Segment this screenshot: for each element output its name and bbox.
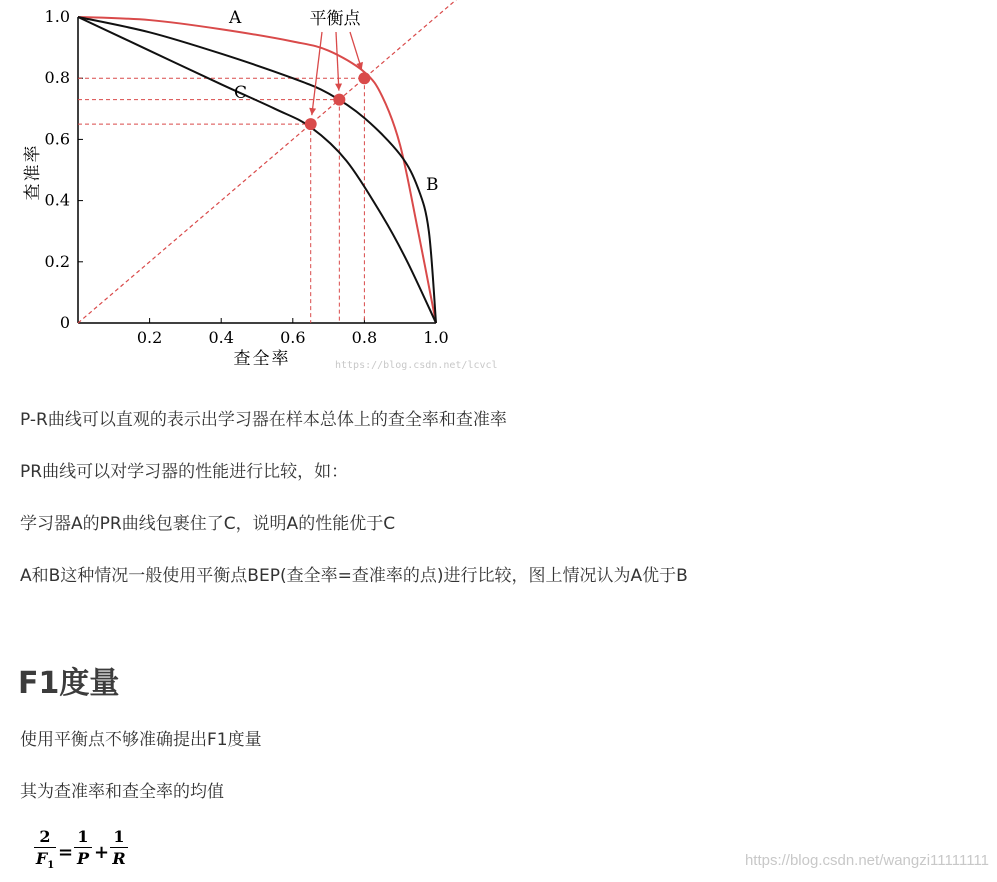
lhs-denominator: $F_1$ (35, 849, 55, 872)
term1-numerator: 1 (77, 827, 89, 846)
chart-source-watermark: https://blog.csdn.net/lcvcl (335, 360, 498, 371)
y-tick-label: 1.0 (44, 7, 70, 26)
series-label-a: A (229, 8, 242, 28)
term1-denominator: P (76, 849, 90, 868)
paragraph-2: PR曲线可以对学习器的性能进行比较，如： (20, 462, 349, 482)
paragraph-4: A和B这种情况一般使用平衡点BEP(查全率=查准率的点)进行比较，图上情况认为A优于B (20, 566, 688, 586)
x-tick-label: 0.8 (351, 328, 378, 347)
term2-numerator: 1 (113, 827, 125, 846)
break-even-point (333, 94, 345, 106)
y-tick-label: 0 (59, 313, 70, 332)
section-heading-f1: F1度量 (18, 666, 120, 701)
term2-denominator: R (112, 849, 126, 868)
break-even-point (305, 118, 317, 130)
x-axis-label: 查全率 (233, 349, 291, 369)
fraction-1-over-p (74, 828, 92, 869)
csdn-watermark: https://blog.csdn.net/wangzi11111111 (744, 852, 989, 869)
y-tick-label: 0.4 (44, 190, 70, 210)
annotation-arrow (336, 32, 339, 91)
fraction-lhs (34, 828, 56, 876)
paragraph-5: 使用平衡点不够准确提出F1度量 (20, 730, 262, 750)
annotation-arrowhead (335, 83, 342, 90)
x-tick-label: 1.0 (423, 328, 449, 347)
annotation-label: 平衡点 (309, 9, 361, 29)
paragraph-3: 学习器A的PR曲线包裹住了C，说明A的性能优于C (20, 514, 396, 534)
equals-sign: = (58, 842, 74, 863)
fraction-1-over-r (110, 828, 128, 869)
annotation-arrowhead (309, 108, 316, 115)
series-label-c: C (234, 83, 248, 103)
break-even-point (358, 72, 370, 84)
y-tick-label: 0.6 (44, 129, 70, 149)
y-tick-label: 0.2 (44, 251, 70, 271)
pr-curve-chart (0, 0, 498, 380)
x-tick-label: 0.2 (136, 328, 163, 347)
plus-sign: + (94, 842, 110, 863)
paragraph-6: 其为查准率和查全率的均值 (20, 782, 224, 802)
y-tick-label: 0.8 (44, 68, 70, 88)
y-axis-label: 查准率 (23, 143, 43, 201)
series-label-b: B (426, 175, 439, 195)
f1-formula (34, 828, 174, 880)
annotation-arrow (312, 32, 322, 115)
pr-curve-figure (0, 0, 498, 380)
x-tick-label: 0.4 (208, 328, 234, 347)
paragraph-1: P-R曲线可以直观的表示出学习器在样本总体上的查全率和查准率 (20, 410, 507, 430)
x-tick-label: 0.6 (280, 328, 306, 347)
lhs-numerator: 2 (39, 827, 51, 846)
